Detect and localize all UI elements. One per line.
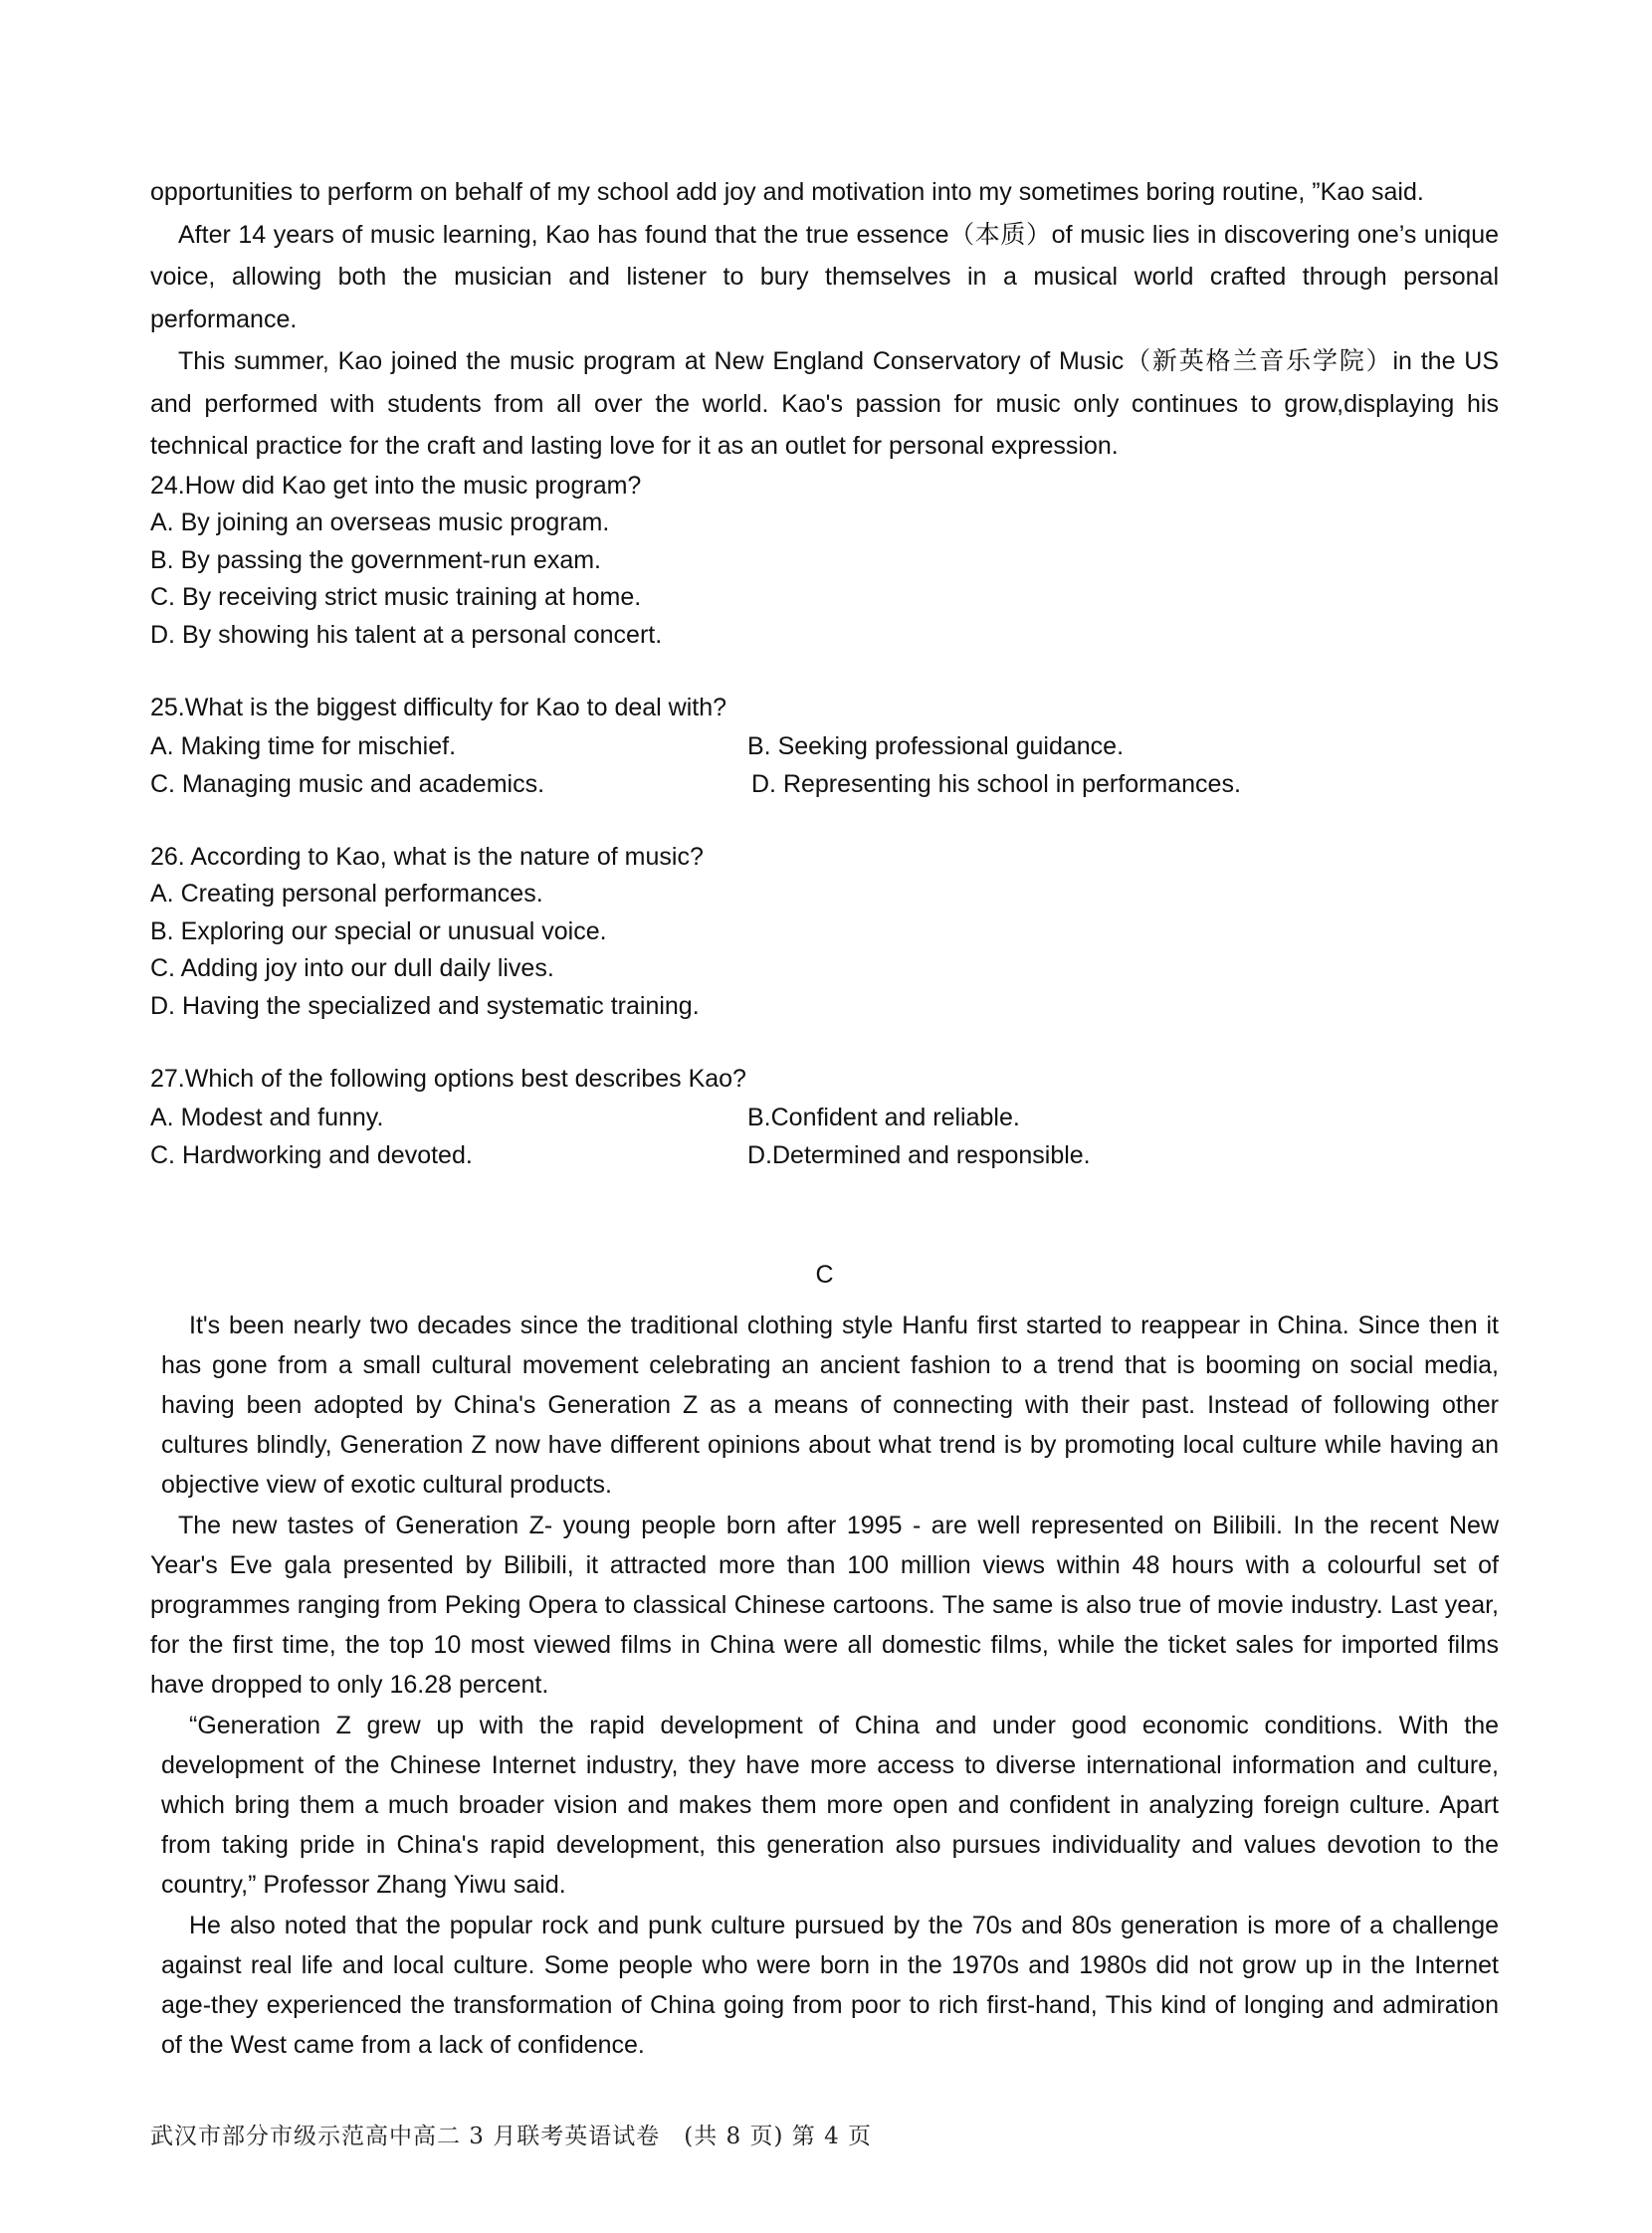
passage-b-paragraph-1: After 14 years of music learning, Kao has found that the true essence（本质）of music lies in discovering one’s unique voice, allowing both the musician and listener to bury themselves in a musical world crafted through personal performance. [150, 220, 1499, 333]
section-c-title: C [815, 1260, 834, 1289]
option-a: A. By joining an overseas music program. [150, 508, 610, 536]
option-d: D. Having the specialized and systematic training. [150, 991, 700, 1020]
question-25 [150, 690, 1499, 803]
question-stem: 24.How did Kao get into the music program? [150, 471, 642, 500]
option-c: C. Adding joy into our dull daily lives. [150, 954, 554, 982]
section-c-paragraph-4: He also noted that the popular rock and punk culture pursued by the 70s and 80s generation is more of a challenge against real life and local culture. Some people who were born in the 1970s and 1980s did not grow up in the Internet age-they experienced the transformation of China going from poor to rich first-hand, This kind of longing and admiration of the West came from a lack of confidence. [161, 1911, 1499, 2060]
options-row [150, 727, 1499, 765]
section-c-paragraph-3: “Generation Z grew up with the rapid development of China and under good economic conditions. With the development of the Chinese Internet industry, they have more access to diverse international information and culture, which bring them a much broader vision and makes them more open and confident in analyzing foreign culture. Apart from taking pride in China's rapid development, this generation also pursues individuality and values devotion to the country,” Professor Zhang Yiwu said. [161, 1711, 1499, 1900]
section-c-passage [150, 1306, 1499, 2066]
option-c: C. Managing music and academics. [150, 769, 545, 798]
option-b: B. Seeking professional guidance. [747, 731, 1125, 760]
question-stem: 26. According to Kao, what is the nature of music? [150, 842, 704, 871]
option-a: A. Modest and funny. [150, 1103, 384, 1131]
option-d: D. By showing his talent at a personal concert. [150, 620, 663, 649]
option-c: C. By receiving strict music training at home. [150, 583, 642, 611]
question-26 [150, 839, 1499, 1026]
option-d: D.Determined and responsible. [747, 1140, 1091, 1169]
options-row [150, 1099, 1499, 1136]
options-row [150, 765, 1499, 803]
option-a: A. Creating personal performances. [150, 880, 543, 908]
question-stem: 27.Which of the following options best describes Kao? [150, 1065, 746, 1093]
option-b: B.Confident and reliable. [747, 1103, 1020, 1131]
option-c: C. Hardworking and devoted. [150, 1140, 473, 1169]
page-content [150, 171, 1499, 2065]
option-b: B. By passing the government-run exam. [150, 545, 602, 574]
option-d: D. Representing his school in performances. [751, 769, 1241, 798]
option-b: B. Exploring our special or unusual voice. [150, 916, 607, 945]
options-row [150, 1136, 1499, 1174]
question-24 [150, 468, 1499, 655]
option-a: A. Making time for mischief. [150, 731, 457, 760]
passage-b-paragraph-0: opportunities to perform on behalf of my school add joy and motivation into my sometimes boring routine, ”Kao said. [150, 178, 1424, 206]
question-27 [150, 1061, 1499, 1174]
section-c-paragraph-1: It's been nearly two decades since the traditional clothing style Hanfu first started to reappear in China. Since then it has gone from a small cultural movement celebrating an ancient fashion to a trend that is booming on social media, having been adopted by China's Generation Z as a means of connecting with their past. Instead of following other cultures blindly, Generation Z now have different opinions about what trend is by promoting local culture while having an objective view of exotic cultural products. [161, 1311, 1499, 1500]
passage-b-paragraph-2: This summer, Kao joined the music program at New England Conservatory of Music（新英格兰音乐学院）in the US and performed with students from all over the world. Kao's passion for music only continues to grow,displaying his technical practice for the craft and lasting love for it as an outlet for personal expression. [150, 347, 1499, 460]
question-stem: 25.What is the biggest difficulty for Kao to deal with? [150, 694, 727, 721]
page-footer: 武汉市部分市级示范高中高二 3 月联考英语试卷 (共 8 页) 第 4 页 [150, 2124, 873, 2149]
section-c-paragraph-2: The new tastes of Generation Z- young people born after 1995 - are well represented on Bilibili. In the recent New Year's Eve gala presented by Bilibili, it attracted more than 100 million views within 48 hours with a colourful set of programmes ranging from Peking Opera to classical Chinese cartoons. The same is also true of movie industry. Last year, for the first time, the top 10 most viewed films in China were all domestic films, while the ticket sales for imported films have dropped to only 16.28 percent. [150, 1511, 1499, 1700]
